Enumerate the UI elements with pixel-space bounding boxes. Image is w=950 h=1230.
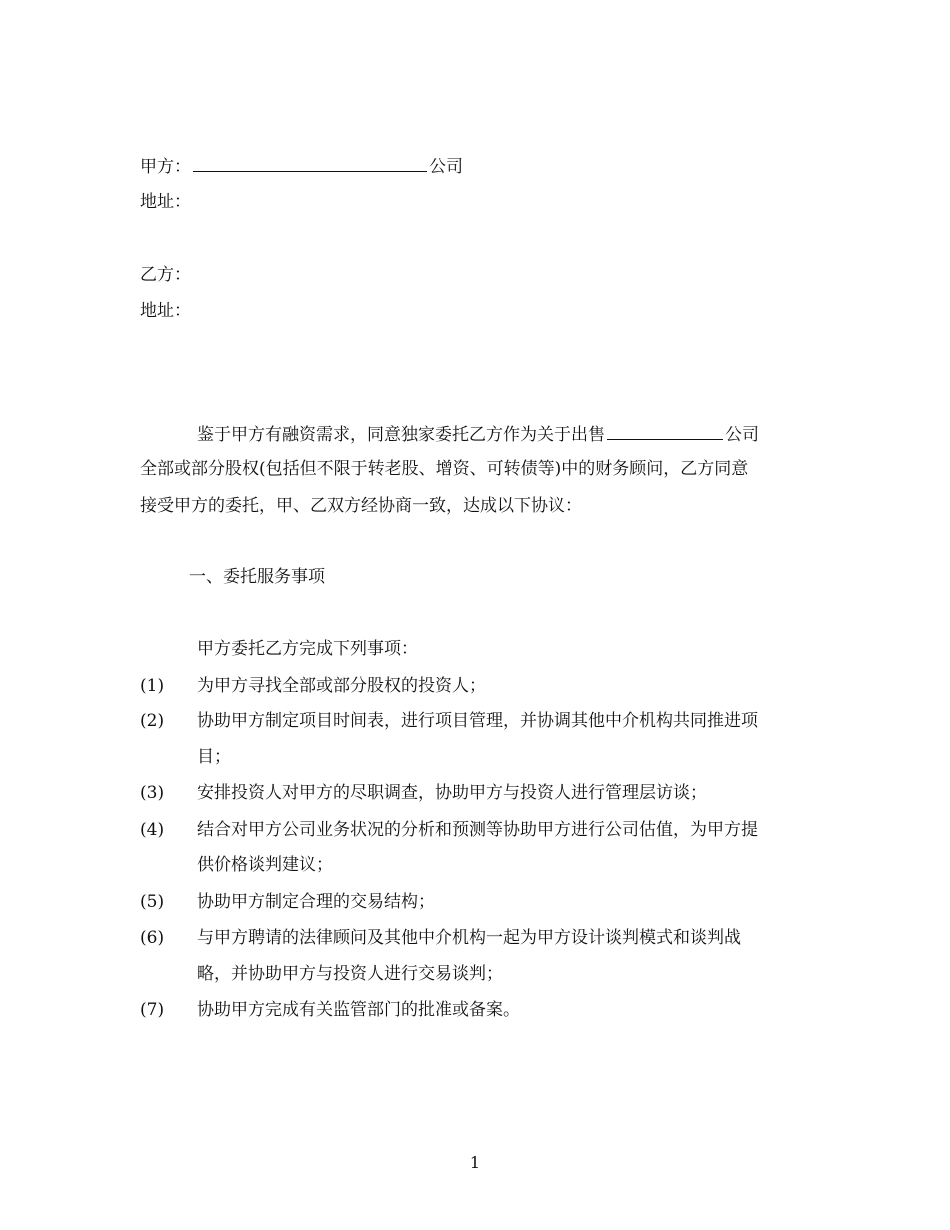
item-4-text: 结合对甲方公司业务状况的分析和预测等协助甲方进行公司估值，为甲方提 <box>197 820 758 840</box>
intro-line-1 <box>197 421 759 447</box>
item-1-number: (1) <box>140 676 165 696</box>
party-b-label: 乙方： <box>140 265 191 285</box>
intro-line-2: 全部或部分股权(包括但不限于转老股、增资、可转债等)中的财务顾问，乙方同意 <box>140 459 749 479</box>
item-6-number: (6) <box>140 928 165 948</box>
item-3-number: (3) <box>140 783 165 803</box>
item-4-text-cont: 供价格谈判建议； <box>197 855 333 875</box>
item-2-text-cont: 目； <box>197 747 231 767</box>
party-a-address: 地址： <box>140 192 191 212</box>
target-company-blank[interactable] <box>607 421 723 440</box>
page-number: 1 <box>469 1153 481 1172</box>
party-a-name-blank[interactable] <box>193 153 427 172</box>
intro-line-3: 接受甲方的委托，甲、乙双方经协商一致，达成以下协议： <box>140 496 582 516</box>
item-6-text: 与甲方聘请的法律顾问及其他中介机构一起为甲方设计谈判模式和谈判战 <box>197 928 741 948</box>
intro-line-1-prefix: 鉴于甲方有融资需求，同意独家委托乙方作为关于出售 <box>197 425 605 445</box>
party-b-address: 地址： <box>140 301 191 321</box>
item-7-text: 协助甲方完成有关监管部门的批准或备案。 <box>197 1000 520 1020</box>
item-5-number: (5) <box>140 892 165 912</box>
item-6-text-cont: 略，并协助甲方与投资人进行交易谈判； <box>197 964 503 984</box>
section-1-lead: 甲方委托乙方完成下列事项： <box>197 639 418 659</box>
item-7-number: (7) <box>140 1000 165 1020</box>
item-2-text: 协助甲方制定项目时间表，进行项目管理，并协调其他中介机构共同推进项 <box>197 711 758 731</box>
item-1-text: 为甲方寻找全部或部分股权的投资人； <box>197 676 486 696</box>
item-4-number: (4) <box>140 820 165 840</box>
item-5-text: 协助甲方制定合理的交易结构； <box>197 892 435 912</box>
item-2-number: (2) <box>140 711 165 731</box>
item-3-text: 安排投资人对甲方的尽职调查，协助甲方与投资人进行管理层访谈； <box>197 783 707 803</box>
party-a-line <box>140 153 463 179</box>
intro-line-1-suffix: 公司 <box>725 425 759 445</box>
section-1-heading: 一、委托服务事项 <box>189 567 325 587</box>
party-a-suffix: 公司 <box>429 157 463 177</box>
party-a-label: 甲方： <box>140 157 191 177</box>
